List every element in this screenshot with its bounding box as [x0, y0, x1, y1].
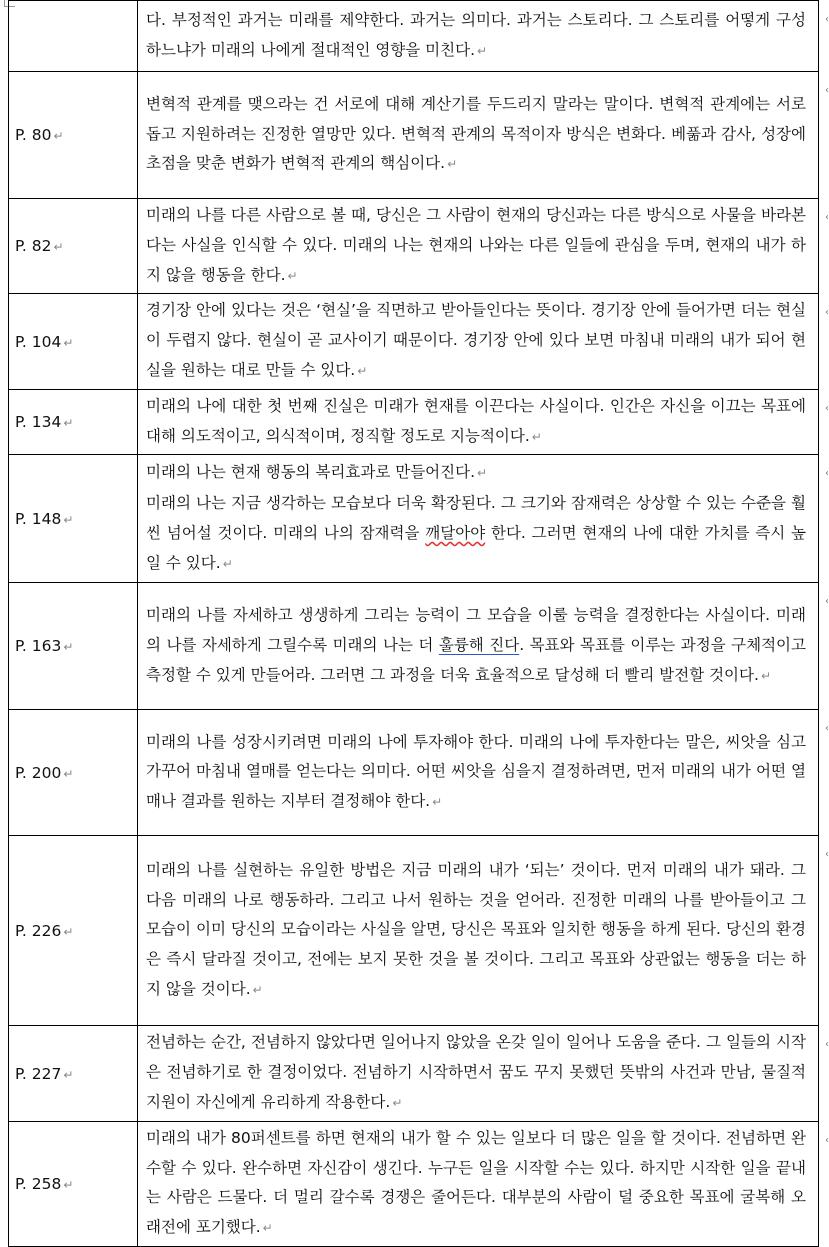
paragraph-mark-icon: ↵ — [262, 1221, 273, 1236]
quote-text: 미래의 나는 지금 생각하는 모습보다 더욱 확장된다. 그 크기와 잠재력은 상상할 수 있는 수준을 훨씬 넘어설 것이다. 미래의 나의 잠재력을 깨달아야 한다. 그러면 현재의 나에 대한 가치를 즉시 높일 수 있다. — [146, 494, 807, 572]
row-end-marker-icon: ‹ — [825, 85, 829, 96]
paragraph-mark-icon: ↵ — [63, 416, 74, 431]
page-number: P. 104 — [15, 332, 62, 351]
row-end-marker-icon: ‹ — [825, 1039, 829, 1051]
paragraph-mark-icon: ↵ — [63, 640, 74, 655]
quote-paragraph — [146, 1124, 806, 1244]
page-number-cell — [9, 710, 138, 836]
quote-text-cell — [138, 72, 829, 199]
quote-text: 다. 부정적인 과거는 미래를 제약한다. 과거는 의미다. 과거는 스토리다. 그 스토리를 어떻게 구성하느냐가 미래의 나에게 절대적인 영향을 미친다. — [146, 10, 806, 59]
page-number: P. 134 — [15, 413, 62, 432]
table-row — [9, 455, 819, 583]
table-row — [9, 294, 819, 389]
quote-paragraph — [146, 856, 806, 1006]
quote-paragraph — [146, 6, 806, 67]
quote-text-cell — [138, 583, 829, 710]
quote-paragraph — [146, 1028, 806, 1118]
paragraph-mark-icon: ↵ — [53, 240, 64, 255]
page-number: P. 148 — [15, 509, 62, 528]
quote-text: 미래의 나를 자세하고 생생하게 그리는 능력이 그 모습을 이룰 능력을 결정한다는 사실이다. 미래의 나를 자세하게 그릴수록 미래의 나는 더 훌륭해 진다. 목표와 목표를 이루는 과정을 구체적이고 측정할 수 있게 만들어라. 그러면 그 과정을 더욱 효율적으로 달성해 더 빨리 발전할 것이다. — [146, 606, 807, 684]
paragraph-mark-icon: ↵ — [432, 795, 443, 810]
table-row — [9, 1, 819, 72]
quote-text: 미래의 나를 실현하는 유일한 방법은 지금 미래의 내가 ‘되는’ 것이다. 먼저 미래의 내가 돼라. 그 다음 미래의 나로 행동하라. 그리고 나서 원하는 것을 얻어라. 진정한 미래의 나를 받아들이고 그 모습이 이미 당신의 모습이라는 사실을 알면, 당신은 목표와 일치한 행동을 하게 된다. 당신의 환경은 즉시 달라질 것이고, 전에는 보지 못한 것을 볼 것이다. 그리고 목표와 상관없는 행동을 더는 하지 않을 것이다. — [146, 860, 806, 999]
quote-text: 미래의 나는 현재 행동의 복리효과로 만들어진다. — [146, 463, 476, 482]
paragraph-mark-icon: ↵ — [63, 512, 74, 527]
paragraph-mark-icon: ↵ — [63, 335, 74, 350]
page-number: P. 82 — [15, 237, 52, 256]
row-end-marker-icon: ‹ — [825, 723, 829, 735]
paragraph-mark-icon: ↵ — [63, 924, 74, 939]
page-number-cell — [9, 1, 138, 72]
paragraph-mark-icon: ↵ — [531, 429, 542, 444]
quote-paragraph — [146, 489, 806, 579]
quote-text-cell — [138, 836, 829, 1026]
paragraph-mark-icon: ↵ — [760, 668, 771, 683]
row-end-marker-icon: ‹ — [825, 402, 829, 414]
page-number-cell — [9, 583, 138, 710]
page-number-cell — [9, 72, 138, 199]
page-number: P. 163 — [15, 637, 62, 656]
paragraph-mark-icon: ↵ — [53, 129, 64, 143]
paragraph-mark-icon: ↵ — [63, 1177, 74, 1192]
quote-text-cell — [138, 1121, 829, 1246]
table-row — [9, 1121, 819, 1246]
table-row — [9, 836, 819, 1026]
paragraph-mark-icon: ↵ — [252, 983, 263, 998]
quote-text: 미래의 나를 성장시키려면 미래의 나에 투자해야 한다. 미래의 나에 투자한다는 말은, 씨앗을 심고 가꾸어 마침내 열매를 얻는다는 의미다. 어떤 씨앗을 심을지 결정하려면, 먼저 미래의 내가 어떤 열매나 결과를 원하는 지부터 결정해야 한다. — [146, 732, 806, 811]
row-end-marker-icon: ‹ — [825, 468, 829, 480]
page-number-cell — [9, 836, 138, 1026]
quote-text-cell — [138, 455, 829, 583]
page-number: P. 226 — [15, 921, 62, 940]
paragraph-mark-icon: ↵ — [63, 766, 74, 781]
paragraph-mark-icon: ↵ — [287, 268, 298, 283]
page-number-cell — [9, 455, 138, 583]
page-number: P. 258 — [15, 1174, 62, 1193]
row-end-marker-icon: ‹ — [825, 307, 829, 319]
table-row — [9, 389, 819, 455]
quote-text: 경기장 안에 있다는 것은 ‘현실’을 직면하고 받아들인다는 뜻이다. 경기장 안에 들어가면 더는 현실이 두렵지 않다. 현실이 곧 교사이기 때문이다. 경기장 안에 있다 보면 마침내 미래의 내가 되어 현실을 원하는 대로 만들 수 있다. — [146, 301, 806, 379]
quote-paragraph — [146, 601, 806, 691]
row-end-marker-icon: ‹ — [825, 14, 829, 25]
table-row — [9, 710, 819, 836]
quote-text: 전념하는 순간, 전념하지 않았다면 일어나지 않았을 온갖 일이 일어나 도움을 준다. 그 일들의 시작은 전념하기로 한 결정이었다. 전념하기 시작하면서 꿈도 꾸지 못했던 뜻밖의 사건과 만남, 물질적 지원이 자신에게 유리하게 작용한다. — [146, 1033, 806, 1111]
quote-paragraph — [146, 90, 806, 180]
paragraph-mark-icon: ↵ — [477, 466, 488, 481]
quote-paragraph — [146, 728, 806, 818]
quote-text-cell — [138, 710, 829, 836]
quote-paragraph — [146, 296, 806, 386]
row-end-marker-icon: ‹ — [825, 1134, 829, 1146]
paragraph-mark-icon: ↵ — [222, 556, 233, 571]
quote-text: 변혁적 관계를 맺으라는 건 서로에 대해 계산기를 두드리지 말라는 말이다. 변혁적 관계에는 서로 돕고 지원하려는 진정한 열망만 있다. 변혁적 관계의 목적이자 방식은 변화다. 베풂과 감사, 성장에 초점을 맞춘 변화가 변혁적 관계의 핵심이다. — [146, 94, 806, 173]
quote-paragraph — [146, 392, 806, 453]
row-end-marker-icon: ‹ — [825, 849, 829, 861]
row-end-marker-icon: ‹ — [825, 596, 829, 608]
table-row — [9, 1026, 819, 1121]
page-number-cell — [9, 199, 138, 294]
paragraph-mark-icon: ↵ — [447, 157, 458, 172]
quote-paragraph — [146, 458, 806, 489]
quote-text-cell — [138, 1, 829, 72]
quote-paragraph — [146, 201, 806, 291]
quote-text: 미래의 나에 대한 첫 번째 진실은 미래가 현재를 이끈다는 사실이다. 인간은 자신을 이끄는 목표에 대해 의도적이고, 의식적이며, 정직할 정도로 지능적이다. — [146, 396, 806, 445]
table-row — [9, 72, 819, 199]
paragraph-mark-icon: ↵ — [392, 1095, 403, 1110]
page-number: P. 227 — [15, 1064, 62, 1083]
page-number-cell — [9, 1026, 138, 1121]
quote-text-cell — [138, 294, 829, 389]
quote-text-cell — [138, 199, 829, 294]
quote-text-cell — [138, 389, 829, 455]
page-number: P. 80 — [15, 126, 52, 144]
quotes-table — [8, 0, 829, 1247]
paragraph-mark-icon: ↵ — [477, 43, 488, 58]
quote-text: 미래의 내가 80퍼센트를 하면 현재의 내가 할 수 있는 일보다 더 많은 일을 할 것이다. 전념하면 완수할 수 있다. 완수하면 자신감이 생긴다. 누구든 일을 시작할 수는 있다. 하지만 시작한 일을 끝내는 사람은 드물다. 더 멀리 갈수록 경쟁은 줄어든다. 대부분의 사람이 덜 중요한 목표에 굴복해 오래전에 포기했다. — [146, 1128, 806, 1237]
page-number-cell — [9, 1121, 138, 1246]
table-row — [9, 583, 819, 710]
paragraph-mark-icon: ↵ — [63, 1067, 74, 1082]
quote-text-cell — [138, 1026, 829, 1121]
page-number: P. 200 — [15, 763, 62, 782]
paragraph-mark-icon: ↵ — [357, 363, 368, 378]
table-row — [9, 199, 819, 294]
page-number-cell — [9, 389, 138, 455]
quote-text: 미래의 나를 다른 사람으로 볼 때, 당신은 그 사람이 현재의 당신과는 다른 방식으로 사물을 바라본다는 사실을 인식할 수 있다. 미래의 나는 현재의 나와는 다른 일들에 관심을 두며, 현재의 내가 하지 않을 행동을 한다. — [146, 206, 806, 284]
page-number-cell — [9, 294, 138, 389]
row-end-marker-icon: ‹ — [825, 212, 829, 223]
